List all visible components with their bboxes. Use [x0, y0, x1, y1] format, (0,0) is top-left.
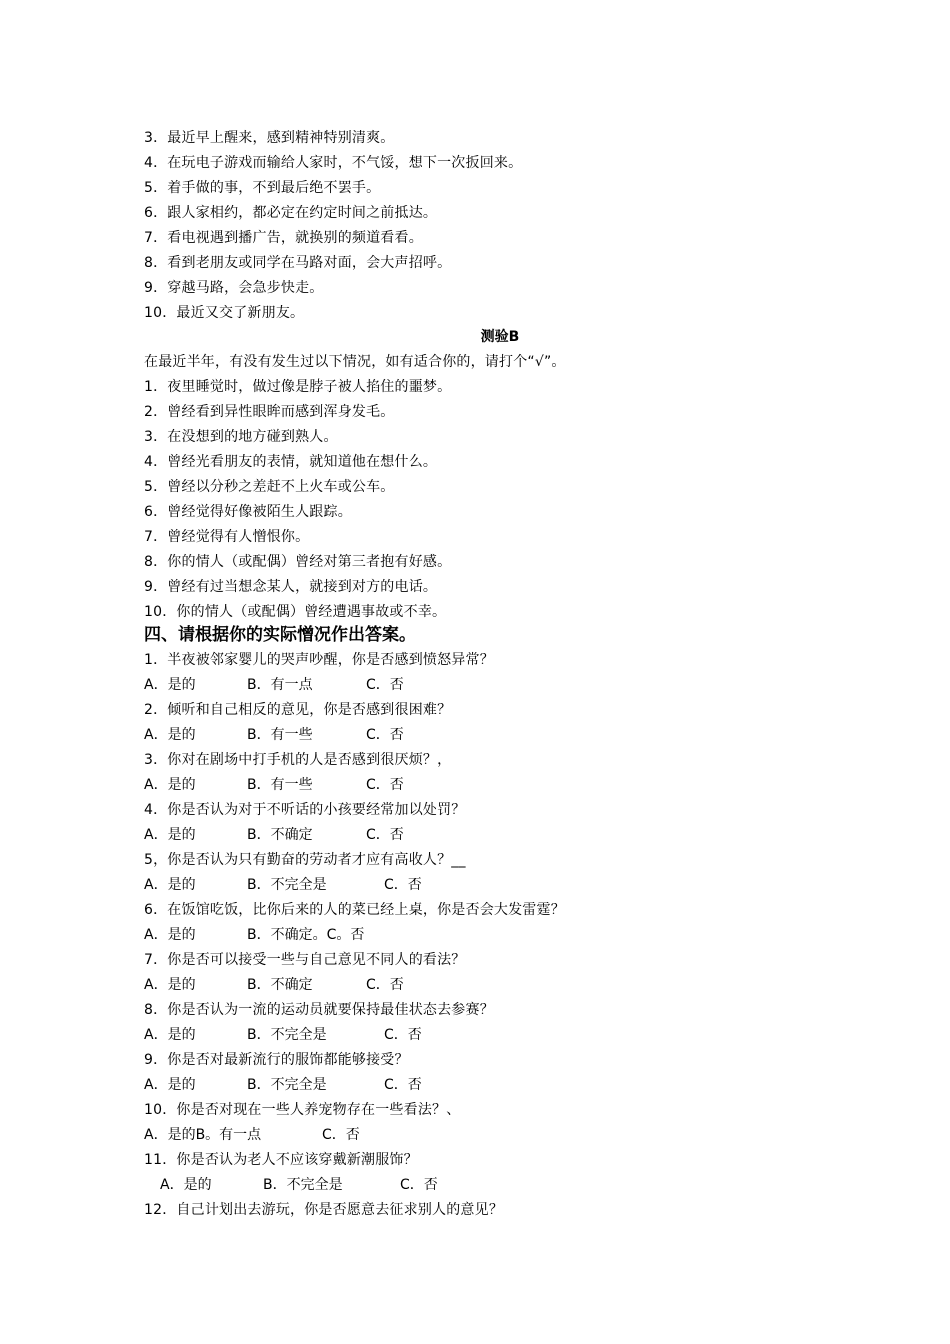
test-b-item: 7．曾经觉得有人憎恨你。 — [144, 529, 310, 545]
question-text: 9．你是否对最新流行的服饰都能够接受？ — [144, 1052, 409, 1068]
answer-option: C．否 — [384, 1077, 422, 1093]
test-b-item: 9．曾经有过当想念某人，就接到对方的电话。 — [144, 579, 438, 595]
answer-option: C．否 — [366, 727, 404, 743]
answer-option: B．不完全是 — [247, 1077, 327, 1093]
answer-option: A．是的 — [144, 727, 196, 743]
answer-options — [144, 825, 644, 845]
question-text: 8．你是否认为一流的运动员就要保持最佳状态去参赛？ — [144, 1002, 494, 1018]
answer-option: B．不完全是 — [263, 1177, 343, 1193]
answer-options — [144, 1075, 644, 1095]
answer-option: A．是的 — [144, 677, 196, 693]
test-b-item: 10．你的情人（或配偶）曾经遭遇事故或不幸。 — [144, 604, 447, 620]
question-text: 5，你是否认为只有勤奋的劳动者才应有高收人？__ — [144, 852, 466, 868]
question-text: 1．半夜被邻家婴儿的哭声吵醒，你是否感到愤怒异常？ — [144, 652, 494, 668]
question-text: 3．你对在剧场中打手机的人是否感到很厌烦？， — [144, 752, 452, 768]
answer-option: A．是的 — [160, 1177, 212, 1193]
test-b-item: 5．曾经以分秒之差赶不上火车或公车。 — [144, 479, 395, 495]
test-b-item: 1．夜里睡觉时，做过像是脖子被人掐住的噩梦。 — [144, 379, 452, 395]
answer-options — [144, 875, 644, 895]
answer-option: C．否 — [366, 977, 404, 993]
test-b-item: 3．在没想到的地方碰到熟人。 — [144, 429, 338, 445]
answer-option: B．不完全是 — [247, 1027, 327, 1043]
answer-option: C．否 — [384, 1027, 422, 1043]
answer-option: B．有一些 — [247, 727, 313, 743]
question-text: 2．倾听和自己相反的意见，你是否感到很困难？ — [144, 702, 452, 718]
test-b-item: 6．曾经觉得好像被陌生人跟踪。 — [144, 504, 352, 520]
test-a-item: 9．穿越马路，会急步快走。 — [144, 280, 324, 296]
test-b-item: 8．你的情人（或配偶）曾经对第三者抱有好感。 — [144, 554, 452, 570]
answer-options — [144, 775, 644, 795]
answer-option: A．是的 — [144, 1027, 196, 1043]
answer-option: A．是的 — [144, 927, 196, 943]
answer-options — [144, 1125, 644, 1145]
answer-option: A．是的 — [144, 827, 196, 843]
answer-option: C．否 — [366, 777, 404, 793]
test-b-title: 测验B — [480, 329, 520, 345]
answer-option: C．否 — [384, 877, 422, 893]
answer-option: C．否 — [366, 677, 404, 693]
answer-option: C．否 — [322, 1127, 360, 1143]
test-a-item: 4．在玩电子游戏而输给人家时，不气馁，想下一次扳回来。 — [144, 155, 523, 171]
answer-options — [144, 675, 644, 695]
answer-option: B．有一点 — [247, 677, 313, 693]
answer-options — [160, 1175, 660, 1195]
answer-option: B．不确定 — [247, 977, 313, 993]
question-text: 12．自己计划出去游玩，你是否愿意去征求别人的意见？ — [144, 1202, 504, 1218]
test-a-item: 6．跟人家相约，都必定在约定时间之前抵达。 — [144, 205, 438, 221]
answer-option: B．不确定 — [247, 827, 313, 843]
answer-option: A．是的 — [144, 777, 196, 793]
answer-option: B．不确定。C。否 — [247, 927, 365, 943]
section-4-title: 四、请根据你的实际憎况作出答案。 — [144, 625, 416, 645]
answer-option: A．是的 — [144, 877, 196, 893]
answer-options — [144, 1025, 644, 1045]
answer-option: C．否 — [366, 827, 404, 843]
question-text: 11．你是否认为老人不应该穿戴新潮服饰？ — [144, 1152, 418, 1168]
answer-option: C．否 — [400, 1177, 438, 1193]
question-text: 7．你是否可以接受一些与自己意见不同人的看法？ — [144, 952, 466, 968]
answer-option: B．有一些 — [247, 777, 313, 793]
answer-options — [144, 725, 644, 745]
test-b-intro: 在最近半年，有没有发生过以下情况，如有适合你的，请打个“√”。 — [144, 354, 566, 370]
answer-option: A．是的B。有一点 — [144, 1127, 262, 1143]
answer-option: A．是的 — [144, 977, 196, 993]
test-b-item: 2．曾经看到异性眼眸而感到浑身发毛。 — [144, 404, 395, 420]
test-b-item: 4．曾经光看朋友的表情，就知道他在想什么。 — [144, 454, 438, 470]
question-text: 6．在饭馆吃饭，比你后来的人的菜已经上桌，你是否会大发雷霆？ — [144, 902, 565, 918]
question-text: 10．你是否对现在一些人养宠物存在一些看法？、 — [144, 1102, 461, 1118]
test-a-item: 3．最近早上醒来，感到精神特别清爽。 — [144, 130, 395, 146]
test-a-item: 10．最近又交了新朋友。 — [144, 305, 305, 321]
answer-option: A．是的 — [144, 1077, 196, 1093]
test-a-item: 5．着手做的事，不到最后绝不罢手。 — [144, 180, 381, 196]
answer-options — [144, 975, 644, 995]
question-text: 4．你是否认为对于不听话的小孩要经常加以处罚？ — [144, 802, 466, 818]
test-a-item: 7．看电视遇到播广告，就换别的频道看看。 — [144, 230, 423, 246]
test-a-item: 8．看到老朋友或同学在马路对面，会大声招呼。 — [144, 255, 452, 271]
answer-options — [144, 925, 644, 945]
answer-option: B．不完全是 — [247, 877, 327, 893]
